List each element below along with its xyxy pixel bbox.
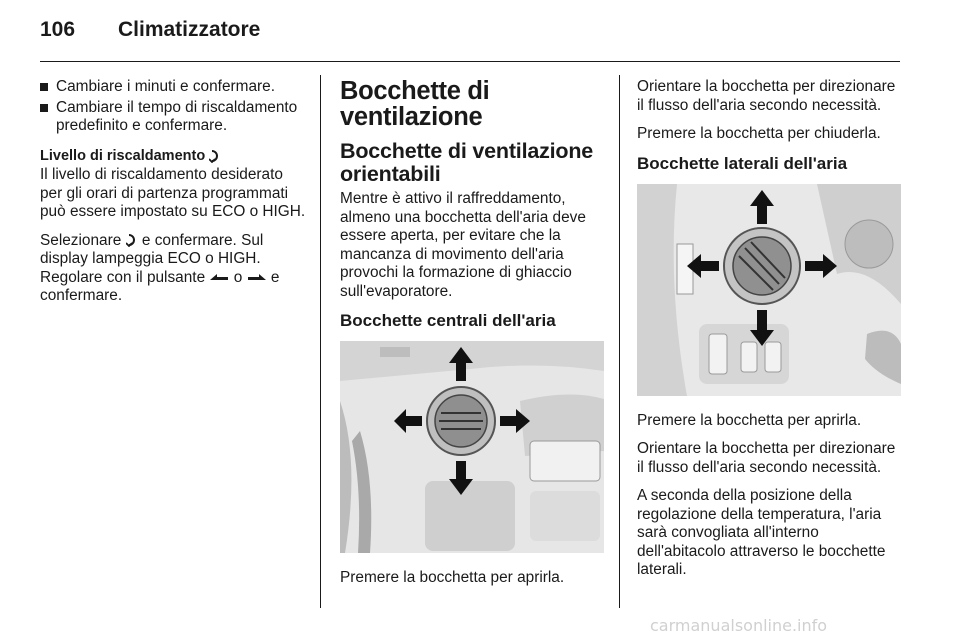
heating-level-icon: [126, 233, 138, 247]
page-header: [40, 18, 260, 48]
list-item: Cambiare i minuti e confermare.: [40, 78, 306, 97]
bullet-list: [40, 78, 306, 136]
side-vent-illustration: [637, 184, 901, 396]
column-3: [637, 78, 901, 590]
orient-side-vent-text: Orientare la bocchetta per direzionare il flusso dell'aria secondo necessità.: [637, 440, 896, 476]
central-vent-illustration: [340, 341, 604, 553]
column-divider-right: [619, 75, 620, 608]
column-2: [340, 78, 604, 598]
orient-vent-text: Orientare la bocchetta per direzionare il flusso dell'aria secondo necessità.: [637, 78, 896, 114]
header-rule: [40, 61, 900, 62]
central-vent-caption: Premere la bocchetta per aprirla.: [340, 569, 565, 586]
open-side-vent-text: Premere la bocchetta per aprirla.: [637, 411, 862, 429]
temperature-note-text: A seconda della posizione della regolazione della temperatura, l'aria sarà convogliata all'interno dell'abitacolo attraverso le bocchette laterali.: [637, 487, 886, 578]
column-1: [40, 78, 306, 316]
heating-level-icon: [209, 149, 221, 163]
side-vents-heading: Bocchette laterali dell'aria: [637, 153, 848, 173]
heating-level-text: Il livello di riscaldamento desiderato per gli orari di partenza programmati può essere impostato su ECO o HIGH.: [40, 166, 306, 220]
page-number: 106: [40, 18, 76, 41]
central-vents-heading: Bocchette centrali dell'aria: [340, 311, 556, 330]
section-heading: Bocchette di ventilazione: [340, 77, 490, 131]
close-vent-text: Premere la bocchetta per chiuderla.: [637, 125, 881, 142]
heating-level-subheading: Livello di riscaldamento: [40, 147, 306, 166]
intro-text: Mentre è attivo il raffreddamento, almeno una bocchetta dell'aria deve essere aperta, per evitare che la mancanza di movimento dell'aria provochi la formazione di ghiaccio sull'evaporatore.: [340, 190, 586, 300]
heating-level-instructions: Selezionare e confermare. Sul display lampeggia ECO o HIGH. Regolare con il pulsante o e confermare.: [40, 231, 280, 304]
list-item: Cambiare il tempo di riscaldamento predefinito e confermare.: [40, 99, 306, 136]
arrow-left-button-icon: [209, 272, 229, 282]
bullet-square-icon: [40, 104, 48, 112]
arrow-right-button-icon: [247, 272, 267, 282]
subsection-heading: Bocchette di ventilazione orientabili: [340, 139, 594, 186]
chapter-title: Climatizzatore: [118, 18, 261, 41]
watermark: carmanualsonline.info: [650, 616, 828, 635]
column-divider-left: [320, 75, 321, 608]
bullet-square-icon: [40, 83, 48, 91]
